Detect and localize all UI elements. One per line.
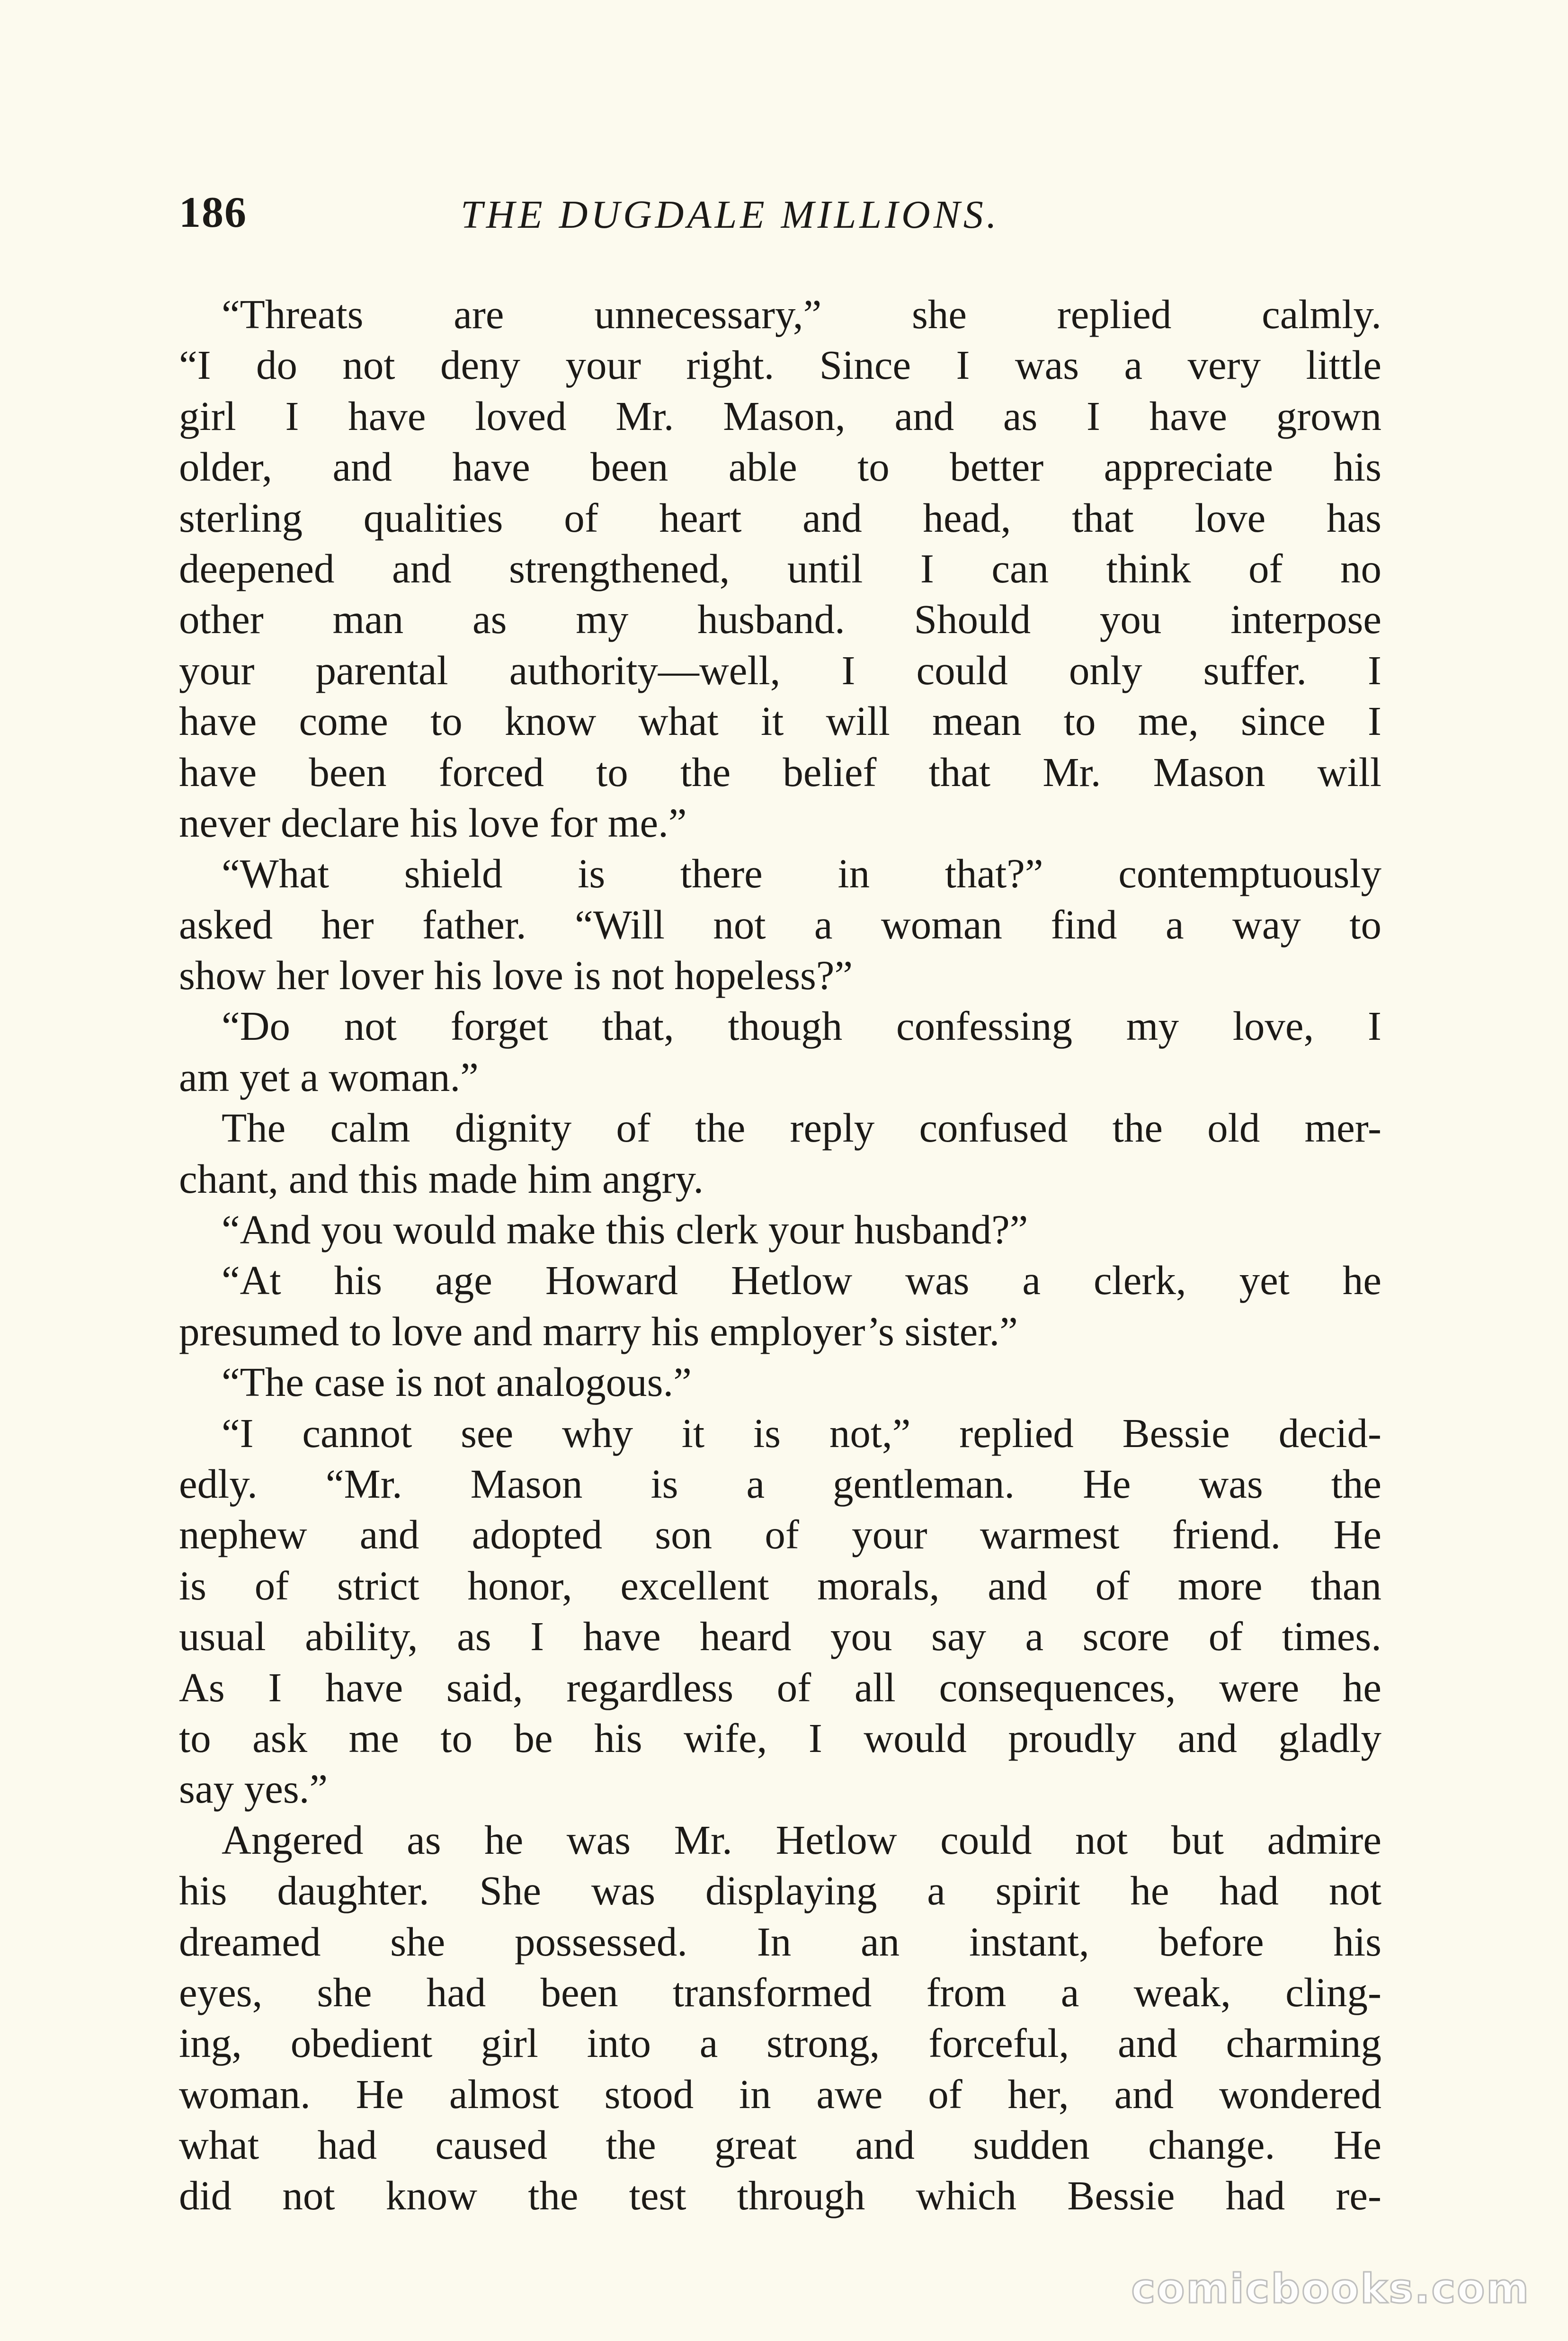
text-line: did not know the test through which Bessie had re- <box>179 2172 1381 2219</box>
body-text <box>179 289 1381 2221</box>
text-line: ing, obedient girl into a strong, forceful, and charming <box>179 2020 1381 2066</box>
text-line: is of strict honor, excellent morals, and of more than <box>179 1562 1381 1608</box>
text-line: girl I have loved Mr. Mason, and as I have grown <box>179 393 1381 439</box>
text-line: show her lover his love is not hopeless?” <box>179 952 853 999</box>
watermark: comicbooks.com <box>1131 2265 1530 2313</box>
text-line: “The case is not analogous.” <box>222 1359 692 1405</box>
text-line: your parental authority—well, I could only suffer. I <box>179 647 1381 693</box>
text-line: his daughter. She was displaying a spirit he had not <box>179 1867 1381 1914</box>
text-line: never declare his love for me.” <box>179 799 687 846</box>
text-line: usual ability, as I have heard you say a score of times. <box>179 1613 1381 1660</box>
text-line: am yet a woman.” <box>179 1054 479 1100</box>
page-header <box>179 187 1381 244</box>
text-line: “Do not forget that, though confessing my love, I <box>222 1003 1381 1049</box>
page-number: 186 <box>179 188 247 236</box>
text-line: “Threats are unnecessary,” she replied calmly. <box>222 291 1381 337</box>
text-line: deepened and strengthened, until I can think of no <box>179 545 1381 591</box>
text-line: woman. He almost stood in awe of her, and wondered <box>179 2071 1381 2117</box>
text-line: what had caused the great and sudden change. He <box>179 2122 1381 2168</box>
text-line: have come to know what it will mean to me, since I <box>179 698 1381 744</box>
text-line: to ask me to be his wife, I would proudly and gladly <box>179 1715 1381 1761</box>
text-line: eyes, she had been transformed from a weak, cling- <box>179 1969 1381 2015</box>
text-line: Angered as he was Mr. Hetlow could not but admire <box>222 1816 1381 1863</box>
text-line: The calm dignity of the reply confused the old mer- <box>222 1105 1381 1151</box>
text-line: “What shield is there in that?” contemptuously <box>222 850 1381 897</box>
text-line: chant, and this made him angry. <box>179 1155 704 1202</box>
text-line: “And you would make this clerk your husband?” <box>222 1206 1028 1253</box>
text-line: “I cannot see why it is not,” replied Bessie decid- <box>222 1410 1381 1456</box>
text-line: presumed to love and marry his employer’s sister.” <box>179 1308 1018 1354</box>
text-line: sterling qualities of heart and head, that love has <box>179 494 1381 541</box>
text-line: dreamed she possessed. In an instant, before his <box>179 1918 1381 1965</box>
text-line: edly. “Mr. Mason is a gentleman. He was the <box>179 1460 1381 1507</box>
text-line: older, and have been able to better appreciate his <box>179 444 1381 490</box>
running-title: THE DUGDALE MILLIONS. <box>461 193 1000 237</box>
text-line: have been forced to the belief that Mr. Mason will <box>179 749 1381 795</box>
text-line: “At his age Howard Hetlow was a clerk, yet he <box>222 1257 1381 1304</box>
text-line: asked her father. “Will not a woman find a way to <box>179 901 1381 947</box>
text-line: other man as my husband. Should you interpose <box>179 596 1381 643</box>
text-line: As I have said, regardless of all consequences, were he <box>179 1664 1381 1710</box>
text-line: say yes.” <box>179 1766 328 1812</box>
text-line: “I do not deny your right. Since I was a very little <box>179 342 1381 388</box>
text-line: nephew and adopted son of your warmest friend. He <box>179 1511 1381 1558</box>
